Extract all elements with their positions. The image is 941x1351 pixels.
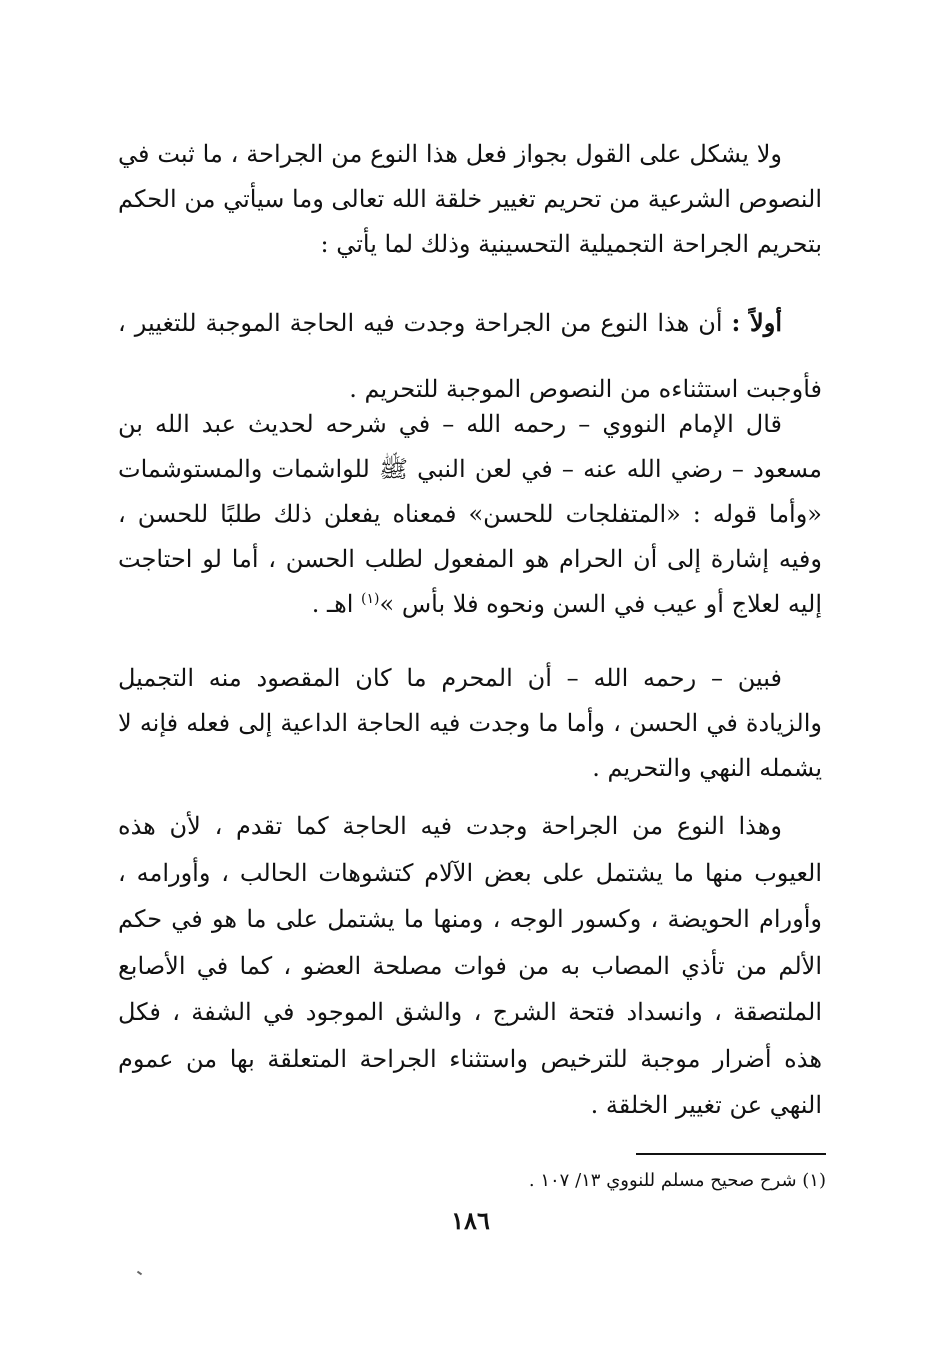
footnote-separator <box>636 1153 826 1155</box>
paragraph-intro <box>118 132 822 267</box>
page-number: ١٨٦ <box>451 1206 490 1235</box>
first-point-label: أولاً : <box>731 308 783 337</box>
footnote-reference-mark: (١) <box>361 591 380 607</box>
nawawi-quote-tail: اهـ . <box>311 590 362 618</box>
paragraph-examples <box>118 803 822 1129</box>
paragraph-nawawi-quote-text <box>118 402 822 627</box>
scan-speck-mark <box>137 1271 142 1276</box>
paragraph-intro-text: ولا يشكل على القول بجواز فعل هذا النوع من الجراحة ، ما ثبت في النصوص الشرعية من تحريم تغيير خلقة الله تعالى وما سيأتي من الحكم بتحريم الجراحة التجميلية التحسينية وذلك لما يأتي : <box>117 140 822 258</box>
paragraph-examples-text: وهذا النوع من الجراحة وجدت فيه الحاجة كما تقدم ، لأن هذه العيوب منها ما يشتمل على بعض الآلام كتشوهات الحالب ، وأورامه ، وأورام الحويضة ، وكسور الوجه ، ومنها ما يشتمل على ما هو في حكم الألم من تأذي المصاب به من فوات مصلحة العضو ، كما في الأصابع الملتصقة ، وانسداد فتحة الشرج ، والشق الموجود في الشفة ، فكل هذه أضرار موجبة للترخيص واستثناء الجراحة المتعلقة بها من عموم النهي عن تغيير الخلقة . <box>118 812 822 1119</box>
first-point-body: أن هذا النوع من الجراحة وجدت فيه الحاجة الموجبة للتغيير ، فأوجبت استثناءه من النصوص الموجبة للتحريم . <box>118 309 822 403</box>
paragraph-nawawi-quote <box>118 402 822 627</box>
paragraph-explanation <box>118 656 822 791</box>
paragraph-explanation-text: فبين – رحمه الله – أن المحرم ما كان المقصود منه التجميل والزيادة في الحسن ، وأما ما وجدت فيه الحاجة الداعية إلى فعله فإنه لا يشمله النهي والتحريم . <box>118 664 822 782</box>
nawawi-quote-body: قال الإمام النووي – رحمه الله – في شرحه لحديث عبد الله بن مسعود – رضي الله عنه – في لعن النبي ﷺ للواشمات والمستوشمات «وأما قوله : «المتفلجات للحسن» فمعناه يفعلن ذلك طلبًا للحسن ، وفيه إشارة إلى أن الحرام هو المفعول لطلب الحسن ، أما لو احتاجت إليه لعلاج أو عيب في السن ونحوه فلا بأس » <box>118 410 822 618</box>
footnote: (١) شرح صحيح مسلم للنووي ١٣/ ١٠٧ . <box>528 1170 826 1191</box>
